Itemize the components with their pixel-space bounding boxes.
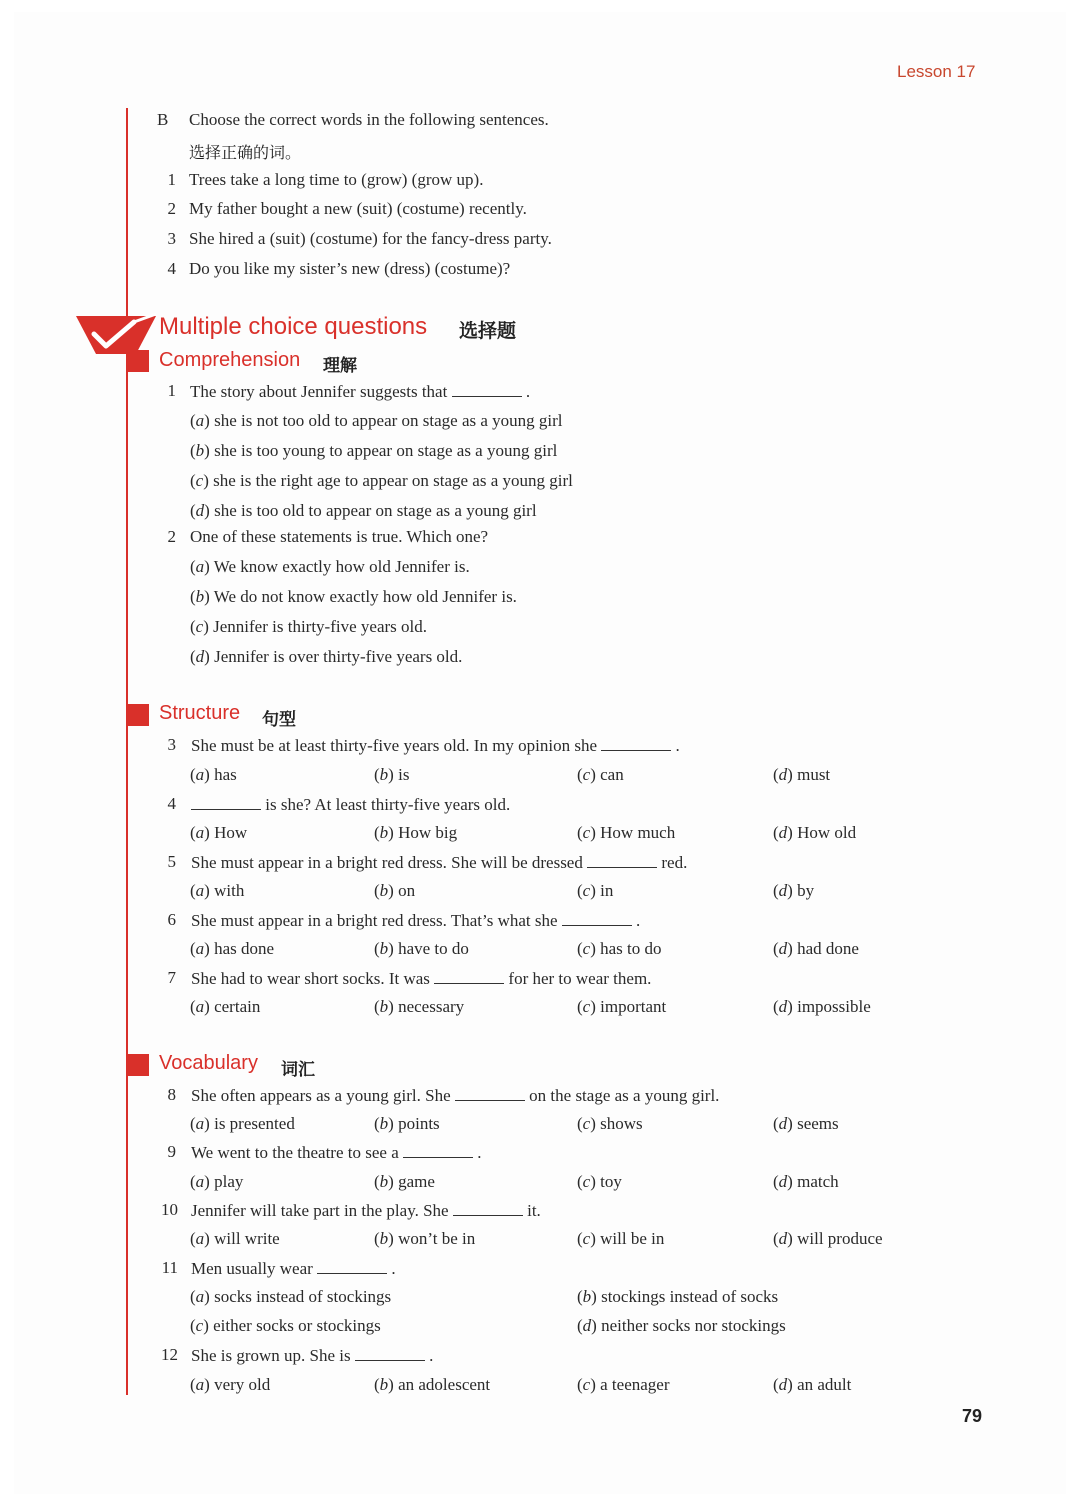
option-b: (b) is bbox=[374, 765, 410, 784]
section-marker-icon bbox=[127, 1054, 149, 1076]
structure-title: Structure bbox=[159, 702, 241, 724]
question-6: She must appear in a bright red dress. That’s what she . bbox=[191, 911, 641, 930]
answer-blank bbox=[355, 1344, 425, 1361]
option-c: (c) will be in bbox=[577, 1229, 665, 1248]
item-text: My father bought a new (suit) (costume) recently. bbox=[189, 199, 527, 218]
option-c: (c) can bbox=[577, 765, 624, 784]
option-c: (c) How much bbox=[577, 823, 676, 842]
option-b: (b) necessary bbox=[374, 997, 465, 1016]
option-d: (d) neither socks nor stockings bbox=[577, 1316, 786, 1335]
question-5: She must appear in a bright red dress. She will be dressed red. bbox=[191, 853, 688, 872]
answer-blank bbox=[191, 793, 261, 810]
answer-blank bbox=[403, 1141, 473, 1158]
option-c: (c) a teenager bbox=[577, 1375, 670, 1394]
item-text: Trees take a long time to (grow) (grow up). bbox=[189, 170, 484, 189]
option-c: (c) important bbox=[577, 997, 667, 1016]
question-1: The story about Jennifer suggests that . bbox=[190, 382, 531, 401]
question-number: 8 bbox=[167, 1085, 176, 1104]
option-a: (a) certain bbox=[190, 997, 261, 1016]
option-b: (b) stockings instead of socks bbox=[577, 1287, 779, 1306]
option-b: (b) How big bbox=[374, 823, 458, 842]
question-number: 10 bbox=[161, 1200, 178, 1219]
option-d: (d) How old bbox=[773, 823, 857, 842]
question-number: 7 bbox=[167, 968, 176, 987]
question-9: We went to the theatre to see a . bbox=[191, 1143, 482, 1162]
section-letter: B bbox=[157, 110, 169, 129]
question-number: 12 bbox=[161, 1345, 178, 1364]
option-a: (a) will write bbox=[190, 1229, 280, 1248]
comprehension-title: Comprehension bbox=[159, 349, 301, 371]
question-number: 1 bbox=[167, 381, 176, 400]
option-a: (a) We know exactly how old Jennifer is. bbox=[190, 557, 470, 576]
option-a: (a) has done bbox=[190, 939, 275, 958]
lesson-label: Lesson 17 bbox=[897, 62, 976, 81]
item-text: She hired a (suit) (costume) for the fancy-dress party. bbox=[189, 229, 552, 248]
option-a: (a) play bbox=[190, 1172, 244, 1191]
option-a: (a) socks instead of stockings bbox=[190, 1287, 392, 1306]
item-number: 2 bbox=[167, 199, 176, 218]
page-number: 79 bbox=[962, 1406, 983, 1426]
question-number: 5 bbox=[167, 852, 176, 871]
section-marker-icon bbox=[127, 350, 149, 372]
option-d: (d) had done bbox=[773, 939, 859, 958]
comprehension-title-cn: 理解 bbox=[323, 356, 357, 376]
section-marker-icon bbox=[127, 704, 149, 726]
option-b: (b) have to do bbox=[374, 939, 469, 958]
answer-blank bbox=[453, 1199, 523, 1216]
question-number: 9 bbox=[167, 1142, 176, 1161]
left-rule-bottom bbox=[126, 340, 128, 1395]
question-12: She is grown up. She is . bbox=[191, 1346, 434, 1365]
answer-blank bbox=[455, 1084, 525, 1101]
option-d: (d) an adult bbox=[773, 1375, 852, 1394]
question-number: 11 bbox=[161, 1258, 178, 1277]
answer-blank bbox=[317, 1257, 387, 1274]
question-number: 2 bbox=[167, 527, 176, 546]
question-number: 3 bbox=[167, 735, 176, 754]
left-rule-top bbox=[126, 108, 128, 340]
option-d: (d) she is too old to appear on stage as a young girl bbox=[190, 501, 537, 520]
option-c: (c) toy bbox=[577, 1172, 622, 1191]
option-d: (d) must bbox=[773, 765, 831, 784]
question-number: 4 bbox=[167, 794, 176, 813]
option-a: (a) is presented bbox=[190, 1114, 295, 1133]
option-c: (c) shows bbox=[577, 1114, 643, 1133]
mcq-title-cn: 选择题 bbox=[459, 320, 517, 342]
item-number: 4 bbox=[167, 259, 176, 278]
question-3: She must be at least thirty-five years old. In my opinion she . bbox=[191, 736, 680, 755]
option-b: (b) points bbox=[374, 1114, 440, 1133]
option-c: (c) has to do bbox=[577, 939, 662, 958]
option-b: (b) she is too young to appear on stage as a young girl bbox=[190, 441, 558, 460]
option-d: (d) seems bbox=[773, 1114, 839, 1133]
item-text: Do you like my sister’s new (dress) (costume)? bbox=[189, 259, 511, 278]
option-d: (d) impossible bbox=[773, 997, 871, 1016]
mcq-title: Multiple choice questions bbox=[159, 313, 428, 340]
answer-blank bbox=[452, 380, 522, 397]
option-b: (b) won’t be in bbox=[374, 1229, 476, 1248]
vocabulary-title: Vocabulary bbox=[159, 1052, 258, 1074]
question-11: Men usually wear . bbox=[191, 1259, 396, 1278]
question-4: is she? At least thirty-five years old. bbox=[191, 793, 510, 816]
structure-title-cn: 句型 bbox=[262, 710, 296, 730]
question-8: She often appears as a young girl. She on the stage as a young girl. bbox=[191, 1086, 720, 1105]
option-a: (a) How bbox=[190, 823, 248, 842]
question-7: She had to wear short socks. It was for her to wear them. bbox=[191, 969, 652, 988]
answer-blank bbox=[601, 734, 671, 751]
option-c: (c) she is the right age to appear on stage as a young girl bbox=[190, 471, 573, 490]
option-d: (d) Jennifer is over thirty-five years old. bbox=[190, 647, 463, 666]
option-a: (a) has bbox=[190, 765, 237, 784]
answer-blank bbox=[562, 909, 632, 926]
vocabulary-title-cn: 词汇 bbox=[281, 1060, 315, 1080]
section-b-instruction: Choose the correct words in the following sentences. bbox=[189, 110, 549, 129]
question-2: One of these statements is true. Which one? bbox=[190, 527, 489, 546]
option-d: (d) match bbox=[773, 1172, 839, 1191]
section-b-instruction-cn: 选择正确的词。 bbox=[189, 143, 302, 162]
option-b: (b) game bbox=[374, 1172, 435, 1191]
question-10: Jennifer will take part in the play. She it. bbox=[191, 1201, 541, 1220]
option-b: (b) an adolescent bbox=[374, 1375, 491, 1394]
answer-blank bbox=[434, 967, 504, 984]
option-d: (d) will produce bbox=[773, 1229, 883, 1248]
question-number: 6 bbox=[167, 910, 176, 929]
item-number: 1 bbox=[167, 170, 176, 189]
option-b: (b) We do not know exactly how old Jennifer is. bbox=[190, 587, 517, 606]
option-b: (b) on bbox=[374, 881, 416, 900]
option-a: (a) very old bbox=[190, 1375, 271, 1394]
item-number: 3 bbox=[167, 229, 176, 248]
option-a: (a) with bbox=[190, 881, 245, 900]
option-c: (c) either socks or stockings bbox=[190, 1316, 381, 1335]
option-a: (a) she is not too old to appear on stage as a young girl bbox=[190, 411, 563, 430]
option-d: (d) by bbox=[773, 881, 815, 900]
answer-blank bbox=[587, 851, 657, 868]
option-c: (c) Jennifer is thirty-five years old. bbox=[190, 617, 427, 636]
option-c: (c) in bbox=[577, 881, 614, 900]
